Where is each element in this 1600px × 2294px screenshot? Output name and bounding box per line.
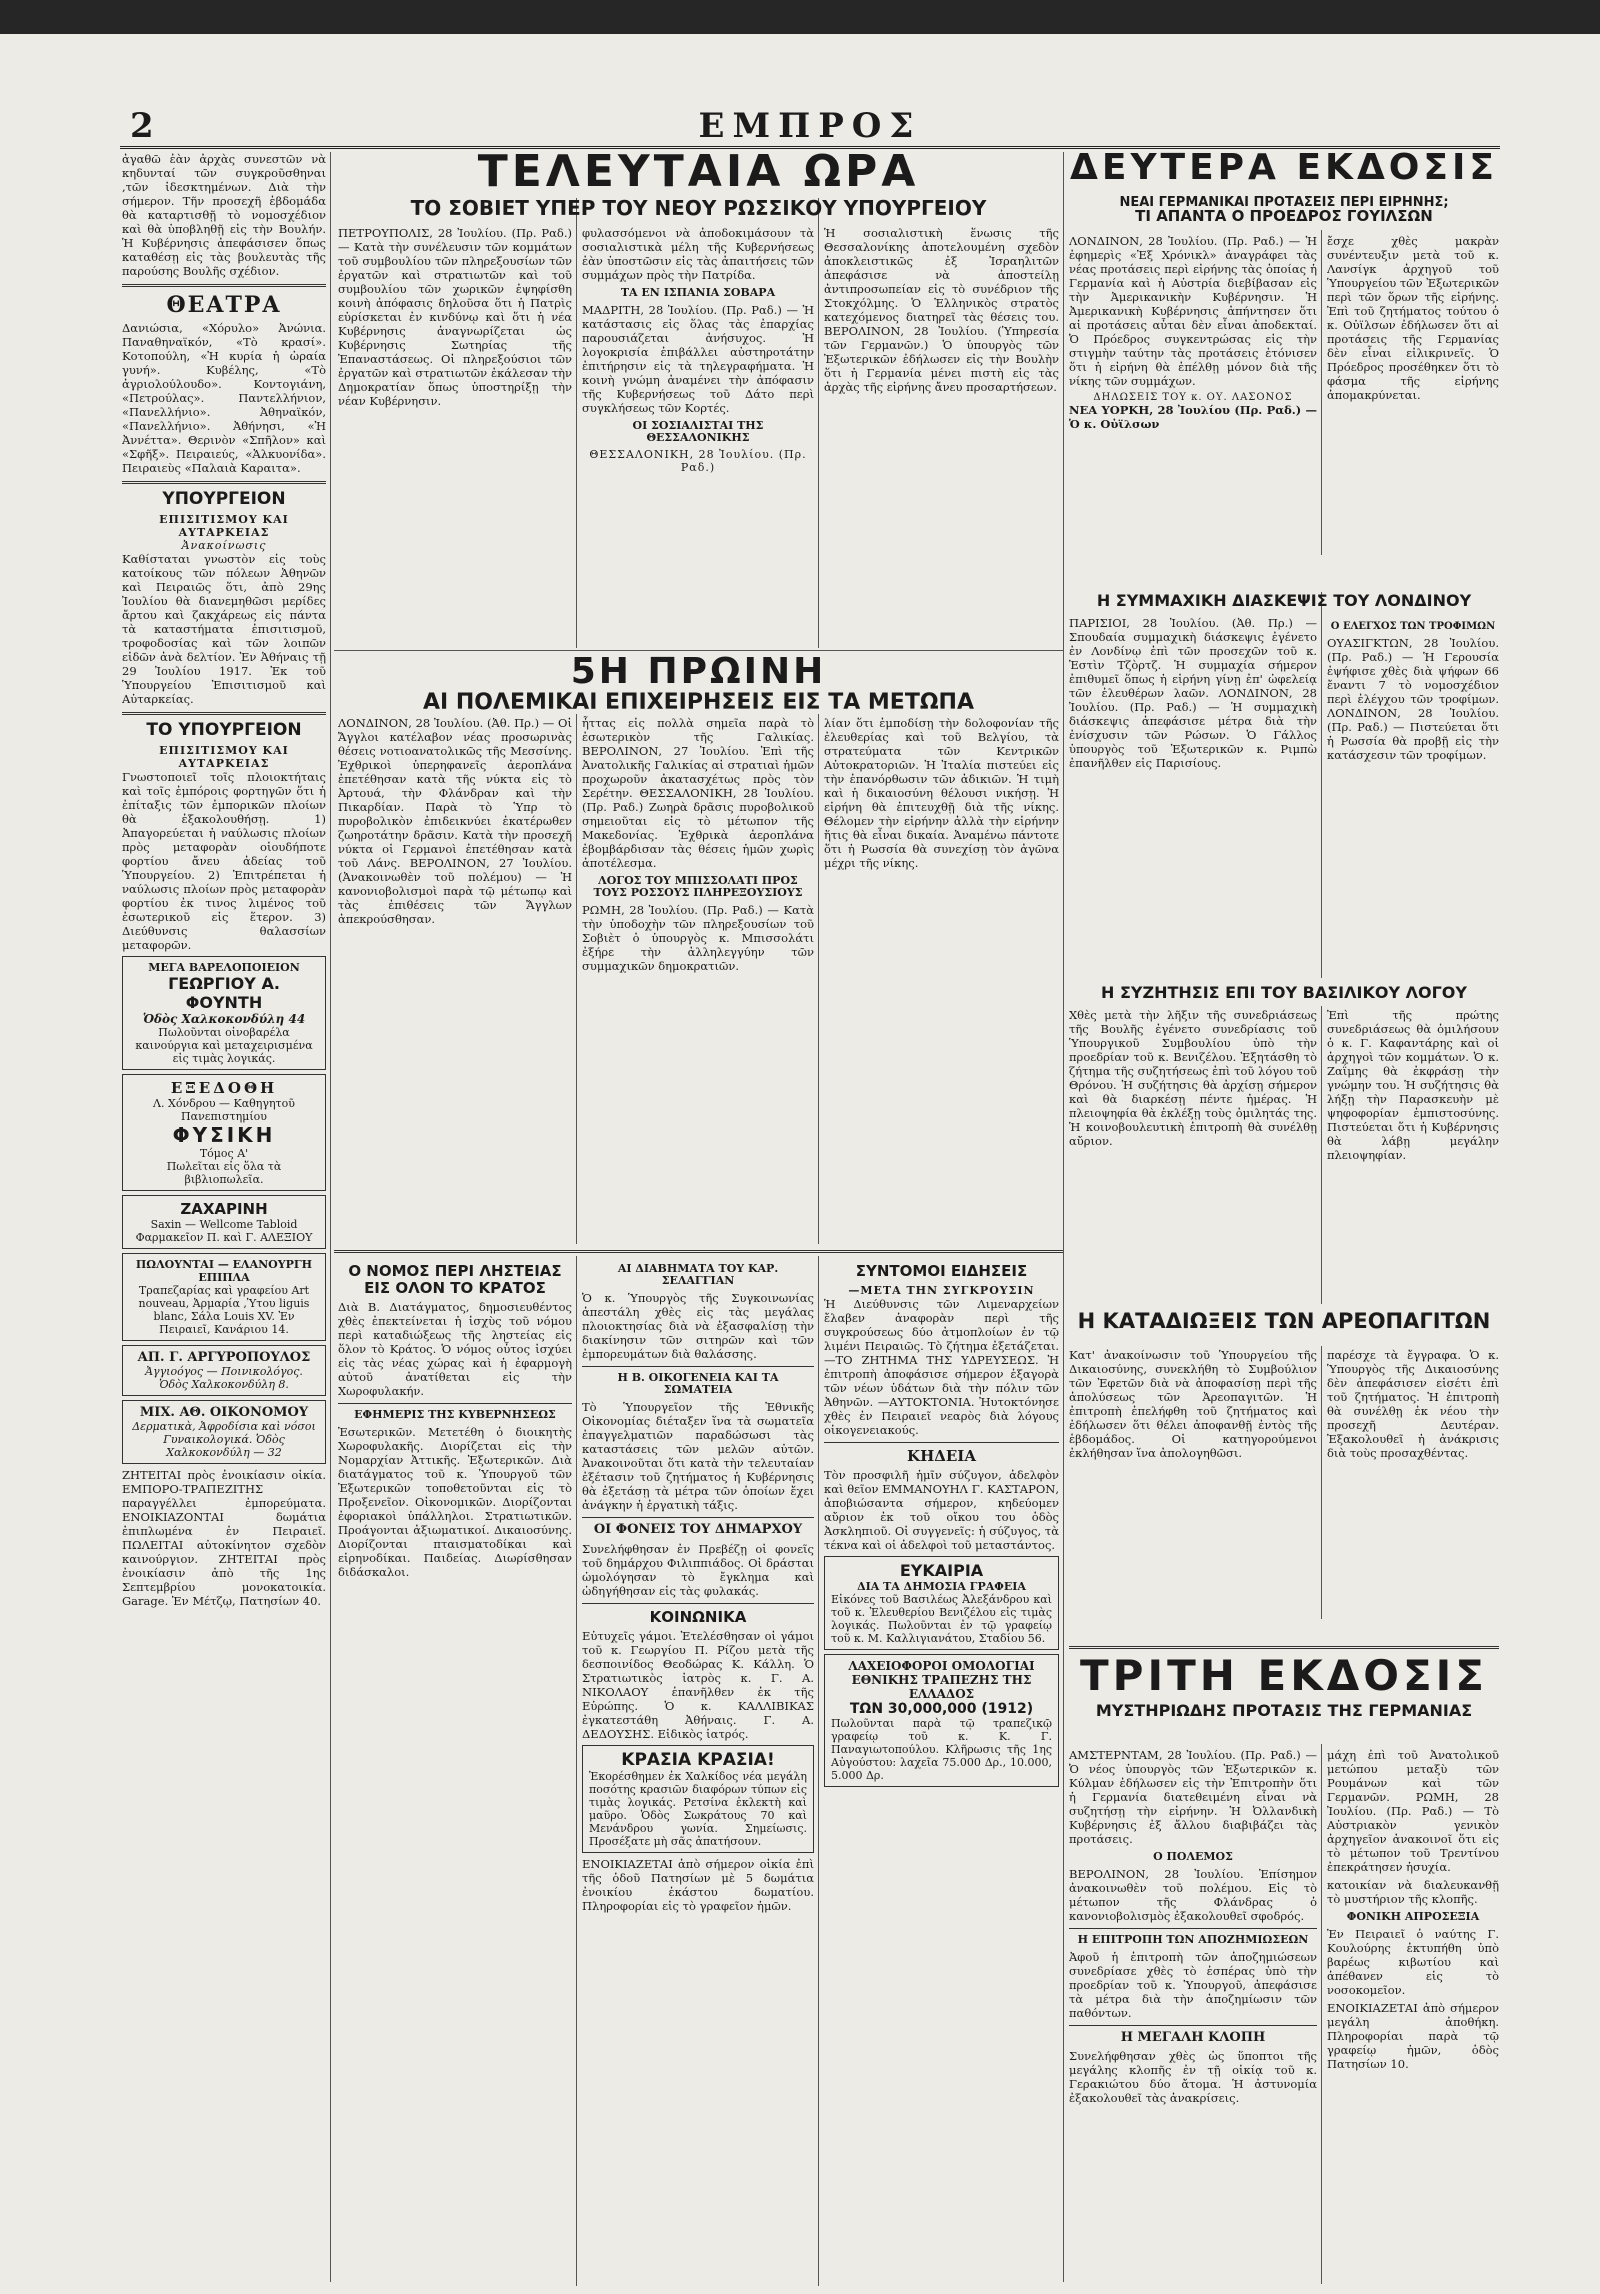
column-rule — [1321, 1744, 1322, 2284]
masthead: ΕΜΠΡΟΣ — [698, 106, 922, 146]
social-heading: ΚΟΙΝΩΝΙΚΑ — [649, 1607, 747, 1626]
fronts-col-1 — [338, 716, 572, 1246]
bissolati-heading: ΛΟΓΟΣ ΤΟΥ ΜΠΙΣΣΟΛΑΤΙ ΠΡΟΣ ΤΟΥΣ ΡΟΣΣΟΥΣ ΠΛΗΡΕΞΟΥΣΙΟΥΣ — [593, 874, 803, 900]
third-edition-title: ΤΡΙΤΗ ΕΚΔΟΣΙΣ — [1080, 1651, 1488, 1700]
areopagites-heading-box — [1069, 1310, 1499, 1344]
doctor-advert — [122, 1400, 326, 1464]
theft-report: Συνελήφθησαν χθὲς ὡς ὕποπτοι τῆς μεγάλης κλοπῆς ἐν τῇ οἰκίᾳ τοῦ κ. Γερακιώτου δύο ἄτομα. Ἡ ἀστυνομία ἐξακολουθεῖ τὰς ἀνακρίσεις. — [1069, 2049, 1317, 2106]
madrid-report: ΜΑΔΡΙΤΗ, 28 Ἰουλίου. (Πρ. Ραδ.) — Ἡ κατάστασις εἰς ὅλας τὰς ἐπαρχίας παρουσιάζεται ἀνήσυχος. Ἡ λογοκρισία ἐπιβάλλει αὐστηροτάτην ἐπιτήρησιν εἰς τὰ τηλεγραφήματα. Ἡ κοινὴ γνώμη ἀναμένει τὴν ἀπόφασιν τῆς Κυβερνήσεως τοῦ Δάτο περὶ συγκλήσεως τῶν Κορτές. — [582, 303, 814, 416]
soviet-subhead-box — [336, 198, 1061, 224]
conference-heading: Η ΣΥΜΜΑΧΙΚΗ ΔΙΑΣΚΕΨΙΣ ΤΟΥ ΛΟΝΔΙΝΟΥ — [1096, 592, 1472, 610]
lottery-bank: ΕΘΝΙΚΗΣ ΤΡΑΠΕΖΗΣ ΤΗΣ ΕΛΛΑΔΟΣ — [851, 1673, 1032, 1701]
areopagites-report: Κατ' ἀνακοίνωσιν τοῦ Ὑπουργείου τῆς Δικαιοσύνης, συνεκλήθη τὸ Συμβούλιον τῶν Ἐφετῶν διὰ νὰ ἀποφασίσῃ περὶ τῆς ἀπολύσεως τῶν Ἀρεοπαγιτῶν. Ἡ ἐπιτροπὴ ἐπελήφθη τοῦ ζητήματος καὶ ἐδήλωσεν ὅτι θέλει ἀποφανθῇ ἐντὸς τῆς ἑβδομάδος. Οἱ κατηγορούμενοι ἐκλήθησαν ἵνα ἀπολογηθῶσι. — [1069, 1348, 1317, 1460]
second-edition-banner — [1069, 150, 1499, 196]
saccharin-advert — [122, 1195, 326, 1249]
eastern-front-report: μάχη ἐπὶ τοῦ Ἀνατολικοῦ μετώπου μεταξὺ τῶν Ρουμάνων καὶ τῶν Γερμανῶν. ΡΩΜΗ, 28 Ἰουλίου. (Πρ. Ραδ.) — Τὸ Αὐστριακὸν γενικὸν ἀρχηγεῖον ἀνακοινοῖ ὅτι εἰς τὸ μέτωπον τοῦ Τρεντίνου ἐπεκράτησεν ἡσυχία. — [1327, 1748, 1499, 1874]
lottery-amount: ΤΩΝ 30,000,000 (1912) — [849, 1701, 1034, 1717]
divider — [582, 1603, 814, 1604]
wine-advert-title: ΚΡΑΣΙΑ ΚΡΑΣΙΑ! — [621, 1750, 775, 1771]
column-rule — [1063, 152, 1064, 2282]
ministry-notice-heading: ΥΠΟΥΡΓΕΙΟΝ — [162, 489, 286, 510]
second-edition-subheads — [1069, 196, 1499, 230]
barrel-advert-name: ΓΕΩΡΓΙΟΥ Α. ΦΟΥΝΤΗ — [168, 973, 280, 1012]
fronts-subhead: ΑΙ ΠΟΛΕΜΙΚΑΙ ΕΠΙΧΕΙΡΗΣΕΙΣ ΕΙΣ ΤΑ ΜΕΤΩΠΑ — [423, 690, 974, 714]
mayor-killers-text: Συνελήφθησαν ἐν Πρεβέζῃ οἱ φονεῖς τοῦ δημάρχου Φιλιππιάδος. Οἱ δράσται ὡμολόγησαν τὸ ἔγκλημα καὶ ὡδηγήθησαν εἰς τὰς φυλακάς. — [582, 1541, 814, 1598]
morning-banner — [336, 654, 1061, 714]
rent-notice: ΕΝΟΙΚΙΑΖΕΤΑΙ ἀπὸ σήμερον οἰκία ἐπὶ τῆς ὁδοῦ Πατησίων μὲ 5 δωμάτια ἐνοικίου ἑκάστου δωματίου. Πληροφορίαι εἰς τὸ γραφεῖον ἡμῶν. — [582, 1857, 814, 1914]
lottery-title: ΛΑΧΕΙΟΦΟΡΟΙ ΟΜΟΛΟΓΙΑΙ — [848, 1659, 1035, 1673]
fronts-col-3 — [824, 716, 1059, 1246]
ministry-notice-2-text: Γνωστοποιεῖ τοῖς πλοιοκτήταις καὶ τοῖς ἐμπόροις φορτηγῶν ὅτι ἡ ἐπίταξις τῶν ἐμπορικῶν πλοίων θὰ ἐξακολουθήσῃ. 1) Ἀπαγορεύεται ἡ ναύλωσις πλοίων πρὸς μεταφορὰν οἱουδήποτε φορτίου ἄνευ ἀδείας τοῦ Ὑπουργείου. 2) Ἐπιτρέπεται ἡ ναύλωσις πλοίων πρὸς μεταφορὰν φορτίου ἐκ τινος λιμένος τοῦ ἐσωτερικοῦ εἰς ἕτερον. 3) Διεύθυνσις θαλασσίων μεταφορῶν. — [122, 769, 326, 952]
lottery-bonds-advert — [824, 1654, 1059, 1787]
book-advert-sub: Πωλεῖται εἰς ὅλα τὰ βιβλιοπωλεῖα. — [166, 1159, 282, 1186]
funeral-heading: ΚΗΔΕΙΑ — [907, 1446, 976, 1465]
lower-col-2 — [582, 1258, 814, 2284]
barrel-advert-text: Πωλοῦνται οἰνοβαρέλα καινούργια καὶ μεταχειρισμένα εἰς τιμὰς λογικάς. — [135, 1025, 313, 1065]
opportunity-advert — [824, 1556, 1059, 1650]
column-rule — [1321, 592, 1322, 978]
petrograd-report: ΠΕΤΡΟΥΠΟΛΙΣ, 28 Ἰουλίου. (Πρ. Ραδ.) — Κατὰ τὴν συνέλευσιν τῶν κομμάτων τοῦ συμβουλίου τῶν πληρεξουσίων τῶν ἐργατῶν καὶ στρατιωτῶν καὶ τοῦ συμβουλίου τῶν χωρικῶν ἐψηφίσθη κοινὴ ἀπόφασις δηλοῦσα ὅτι ἡ Πατρὶς εὑρίσκεται ἐν κινδύνῳ καὶ ὅτι ἡ νέα Κυβέρνησις ἀναγνωρίζεται ὡς Κυβέρνησις Σωτηρίας τῆς Ἐπαναστάσεως. Οἱ πληρεξούσιοι τῶν ἐργατῶν καὶ στρατιωτῶν ἐκάλεσαν τὴν Δημοκρατίαν ὅπως ὑποστηρίξῃ τὴν νέαν Κυβέρνησιν. — [338, 226, 572, 408]
center-top-col-2 — [582, 226, 814, 648]
war-report: ΒΕΡΟΛΙΝΟΝ, 28 Ἰουλίου. Ἐπίσημον ἀνακοινωθὲν τοῦ πολέμου. Εἰς τὸ μέτωπον τῆς Φλάνδρας ὁ κανονιοβολισμὸς ἐξακολουθεῖ σφοδρός. — [1069, 1867, 1317, 1924]
ministry-notice-label: Ἀνακοίνωσις — [181, 538, 267, 552]
page-number: 2 — [130, 106, 154, 146]
theft-heading: Η ΜΕΓΑΛΗ ΚΛΟΠΗ — [1120, 2030, 1266, 2046]
barrel-advert — [122, 956, 326, 1070]
column-rule — [330, 152, 331, 2282]
lower-col-1 — [338, 1258, 572, 2284]
salonica-dateline: ΘΕΣΣΑΛΟΝΙΚΗ, 28 Ἰουλίου. (Πρ. Ραδ.) — [589, 448, 807, 475]
classified-ads: ΖΗΤΕΙΤΑΙ πρὸς ἐνοικίασιν οἰκία. ΕΜΠΟΡΟ-ΤΡΑΠΕΖΙΤΗΣ παραγγέλλει ἐμπορεύματα. ΕΝΟΙΚΙΑΖΟΝΤΑΙ δωμάτια ἐπιπλωμένα ἐν Πειραιεῖ. ΠΩΛΕΙΤΑΙ αὐτοκίνητον σχεδὸν καινούργιον. ΖΗΤΕΙΤΑΙ πρὸς ἐνοικίασιν ἀπὸ τῆς 1ης Σεπτεμβρίου μονοκατοικία. Garage. Ἐν Μέτζῳ, Πατησίων 40. — [122, 1467, 326, 1608]
divider — [824, 1442, 1059, 1443]
war-heading: Ο ΠΟΛΕΜΟΣ — [1153, 1850, 1233, 1863]
salonica-socialists-report: Ἡ σοσιαλιστικὴ ἕνωσις τῆς Θεσσαλονίκης ἀποτελουμένη σχεδὸν ἀποκλειστικῶς ἐξ Ἰσραηλιτῶν ἀπεφάσισε νὰ ἀποστείλῃ ἀντιπροσωπείαν εἰς τὸ συνέδριον τῆς Στοκχόλμης. Ὁ Ἑλληνικὸς στρατὸς κατεχόμενος διατηρεῖ τὰς θέσεις του. ΒΕΡΟΛΙΝΟΝ, 28 Ἰουλίου. (Ὑπηρεσία τῶν Γερμανῶν.) Ὁ ὑπουργὸς τῶν Ἐξωτερικῶν ἐδήλωσεν εἰς τὴν Βουλὴν ὅτι ἡ Γερμανία μένει πιστὴ εἰς τὰς ἀρχὰς τῆς εἰρήνης ἄνευ προσαρτήσεων. — [824, 226, 1059, 394]
steps-heading: ΑΙ ΔΙΑΒΗΜΑΤΑ ΤΟΥ ΚΑΡ. ΣΕΛΑΓΓΙΑΝ — [617, 1262, 779, 1288]
throne-debate-heading: Η ΣΥΖΗΤΗΣΙΣ ΕΠΙ ΤΟΥ ΒΑΣΙΛΙΚΟΥ ΛΟΓΟΥ — [1101, 984, 1467, 1002]
wine-advert-text: Ἐκορέσθημεν ἐκ Χαλκίδος νέα μεγάλη ποσότης κρασιῶν διαφόρων τύπων εἰς τιμὰς λογικάς. Ρετσίνα ἐκλεκτὴ καὶ μαῦρο. Ὁδὸς Σωκράτους 70 καὶ Μενάνδρου γωνία. Σημείωσις. Προσέξατε μὴ σᾶς ἀπατήσουν. — [589, 1770, 807, 1849]
new-york-dateline: ΝΕΑ ΥΟΡΚΗ, 28 Ἰουλίου (Πρ. Ραδ.) — Ὁ κ. Οὐϊλσων — [1069, 403, 1317, 431]
last-hour-banner — [336, 150, 1061, 198]
right-col-2-c — [1327, 1008, 1499, 1304]
social-text: Εὐτυχεῖς γάμοι. Ἐτελέσθησαν οἱ γάμοι τοῦ κ. Γεωργίου Π. Ρίζου μετὰ τῆς δεσποινίδος Θεοδώρας Κ. Κάλλη. Ὁ Στρατιωτικὸς ἰατρὸς κ. Γ. Α. ΝΙΚΟΛΑΟΥ ἐπανῆλθεν ἐκ τῆς Εὐρώπης. Ὁ κ. ΚΑΛΛΙΒΙΚΑΣ ἐγκατεστάθη Ἀθήναις. Γ. Α. ΔΕΔΟΥΣΗΣ. Εἰδικὸς ἰατρός. — [582, 1629, 814, 1742]
theatres-listings: Δανιώσια, «Χόρυλο» Ἀνώνια. Παναθηναϊκόν, «Τὸ κρασί». Κοτοπούλη, «Ἡ κυρία ἡ ὡραία γυνή». Κυβέλης, «Τὸ ἀγριολούλουδο». Κοντογιάνη, «Πετρούλας». Παντελλήνιον, «Πανελλήνιο». Ἀθηναϊκόν, «Πανελλήνιο». Ἀθήνησι, «Ἡ Ἀννέττα». Θερινὸν «Σπῆλον» καὶ «Σφῆξ». Πειραιεύς, «Ἁλκυονίδα». Πειραιεὺς «Παλαιὰ Καραιτα». — [122, 321, 326, 476]
funeral-text: Τὸν προσφιλῆ ἡμῖν σύζυγον, ἀδελφὸν καὶ θεῖον ΕΜΜΑΝΟΥΗΛ Γ. ΚΑΣΤΑΡΟΝ, ἀποβιώσαντα σήμερον, κηδεύομεν αὔριον ἐκ τοῦ οἴκου του ὁδὸς Ἀσκληπιοῦ. Οἱ συγγενεῖς: ἡ σύζυγος, τὰ τέκνα καὶ οἱ ἀδελφοὶ τοῦ μεταστάντος. — [824, 1468, 1059, 1552]
ministry-notice-text: Καθίσταται γνωστὸν εἰς τοὺς κατοίκους τῶν πόλεων Ἀθηνῶν καὶ Πειραιῶς ὅτι, ἀπὸ 29ης Ἰουλίου θὰ διανεμηθῶσι μερίδες ἄρτου καὶ ζακχάρεως εἰς πάντα τὰ καταστήματα ἐπισιτισμοῦ, τροφοδοσίας καὶ τῶν λοιπῶν εἰδῶν ἀνὰ δελτίον. Ἐν Ἀθήναις τῇ 29 Ἰουλίου 1917. Ἐκ τοῦ Ὑπουργείου Ἐπισιτισμοῦ καὶ Αὐταρκείας. — [122, 551, 326, 706]
head-rule — [120, 146, 1500, 149]
divider — [122, 481, 326, 484]
right-col-2-a — [1327, 234, 1499, 590]
food-control-report: ΟΥΑΣΙΓΚΤΩΝ, 28 Ἰουλίου. (Πρ. Ραδ.) — Ἡ Γερουσία ἐψήφισε χθὲς διὰ ψήφων 66 ἔναντι 7 τὸ νομοσχέδιον περὶ ἐλέγχου τῶν τροφίμων. ΛΟΝΔΙΝΟΝ, 28 Ἰουλίου. (Πρ. Ραδ.) — Πιστεύεται ὅτι ἡ Ρωσσία θὰ προβῇ εἰς τὴν κατάσχεσιν τῶν τροφίμων. — [1327, 636, 1499, 762]
right-col-1-c — [1069, 1008, 1317, 1304]
right-col-2-e — [1327, 1748, 1499, 2284]
left-column — [122, 152, 326, 2282]
furniture-advert — [122, 1253, 326, 1341]
furniture-text: Τραπεζαρίας καὶ γραφείου Art nouveau, Ἀρμαρία ,Ὑτου liguis blanc, Σάλα Louis XV. Ἐν Πειραιεῖ, Κανάριου 14. — [138, 1283, 310, 1336]
areopagites-cont: παρέσχε τὰ ἔγγραφα. Ὁ κ. Ὑπουργὸς τῆς Δικαιοσύνης δὲν ἀπεφάσισεν εἰσέτι ἐπὶ τοῦ ζητήματος. Ἡ ἐπιτροπὴ θὰ συνέλθῃ ἐκ νέου τὴν προσεχῆ Δευτέραν. Ἐξακολουθεῖ ἡ ἀνάκρισις διὰ τοὺς προσαχθέντας. — [1327, 1348, 1499, 1460]
german-proposals-subhead: ΝΕΑΙ ΓΕΡΜΑΝΙΚΑΙ ΠΡΟΤΑΣΕΙΣ ΠΕΡΙ ΕΙΡΗΝΗΣ; — [1119, 196, 1449, 210]
column-rule — [1321, 1006, 1322, 1304]
column-rule — [818, 1256, 819, 2286]
lower-col-3 — [824, 1258, 1059, 2284]
intro-text: ἀγαθῶ ἐὰν ἀρχὰς συνεστῶν νὰ κηδυνταί τῶν συγκροῦσθηναι ,τῶν ἰδεσκτημένων. Διὰ τὴν σήμερον. Τῆν προσεχῆ ἑβδομάδα θὰ καταρτισθῇ τὸ νομοσχέδιον καὶ θὰ ὑποβληθῇ εἰς τὴν Βουλήν. Ἡ Κυβέρνησις ἀπεφάσισεν ὅπως καταθέσῃ εἰς τὰς βουλευτὰς τῆς παρούσης Βουλῆς σχέδιον. — [122, 152, 326, 278]
center-top-col-1 — [338, 226, 572, 648]
second-edition-title: ΔΕΥΤΕΡΑ ΕΚΔΟΣΙΣ — [1070, 150, 1498, 188]
throne-debate-heading-box — [1069, 984, 1499, 1004]
column-rule — [576, 198, 577, 648]
fatal-accident-heading: ΦΟΝΙΚΗ ΑΠΡΟΣΕΞΙΑ — [1346, 1910, 1480, 1923]
warehouse-rent-notice: ΕΝΟΙΚΙΑΖΕΤΑΙ ἀπὸ σήμερον μεγάλη ἀποθήκη. Πληροφορίαι παρὰ τῷ γραφείῳ ἡμῶν, ὁδὸς Πατησίων 10. — [1327, 2001, 1499, 2072]
divider — [122, 284, 326, 287]
saccharin-text: Saxin — Wellcome Tabloid Φαρμακεῖον Π. καὶ Γ. ΑΛΕΞΙΟΥ — [135, 1217, 313, 1244]
right-col-1-d — [1069, 1348, 1317, 1618]
bissolati-speech: λίαν ὅτι ἐμποδίσῃ τὴν δολοφονίαν τῆς ἐλευθερίας καὶ τοῦ Βελγίου, τὰ στρατεύματα τῶν Κεντρικῶν Αὐτοκρατοριῶν. Ἡ Ἰταλία πιστεύει εἰς τὴν ἐπανόρθωσιν τῶν ἀδικιῶν. Ἡ τιμὴ καὶ ἡ δικαιοσύνη θέλουσι νικήσῃ. Ἡ εἰρήνη θὰ ἐπιτευχθῇ διὰ τῆς νίκης. Θέλομεν τὴν εἰρήνην ἀλλὰ τὴν εἰρήνην ἥτις θὰ εἶναι δικαία. Ἀναμένω πάντοτε ὅτι ἡ Ρωσσία θὰ συνεχίσῃ τὸν ἀγῶνα μέχρι τῆς νίκης. — [824, 716, 1059, 870]
opportunity-subtitle: ΔΙΑ ΤΑ ΔΗΜΟΣΙΑ ΓΡΑΦΕΙΑ — [857, 1580, 1026, 1593]
salonica-socialists-heading: ΟΙ ΣΟΣΙΑΛΙΣΤΑΙ ΤΗΣ ΘΕΣΣΑΛΟΝΙΚΗΣ — [632, 419, 764, 445]
barrel-advert-title: ΜΕΓΑ ΒΑΡΕΛΟΠΟΙΕΙΟΝ — [148, 960, 300, 974]
conference-report: ΠΑΡΙΣΙΟΙ, 28 Ἰουλίου. (Ἀθ. Πρ.) — Σπουδαία συμμαχικὴ διάσκεψις ἐγένετο ἐν Λονδίνῳ ἐπὶ τῶν προσεχῶν τοῦ κ. Ἐστὶν Τζὸρτζ. Ἡ συμμαχία σήμερον ἐπιθυμεῖ ὅπως ἡ εἰρήνη γίνῃ ἐπ' ὠφελείᾳ τῶν ἐλευθέρων λαῶν. ΛΟΝΔΙΝΟΝ, 28 Ἰουλίου. (Πρ. Ραδ.) — Ἡ συμμαχικὴ διάσκεψις ἀπεφάσισε μέτρα διὰ τὴν ἐνίσχυσιν τῶν Ρώσων. Ὁ Γάλλος ὑπουργὸς τοῦ Ἐξωτερικῶν κ. Ριμπὼ ἐπανῆλθεν εἰς Παρισίους. — [1069, 616, 1317, 770]
divider — [582, 1517, 814, 1518]
column-rule — [818, 714, 819, 1244]
ministry-notice-2-subheading: ΕΠΙΣΙΤΙΣΜΟΥ ΚΑΙ ΑΥΤΑΡΚΕΙΑΣ — [159, 743, 289, 770]
bissolati-report: ΡΩΜΗ, 28 Ἰουλίου. (Πρ. Ραδ.) — Κατὰ τὴν ὑποδοχὴν τῶν πληρεξουσίων τοῦ Σοβιὲτ ὁ ὑπουργὸς κ. Μπισσολάτι ἐξήρε τὴν ἀλληλεγγύην τῶν συμμαχικῶν δημοκρατιῶν. — [582, 903, 814, 974]
brief-news-heading: ΣΥΝΤΟΜΟΙ ΕΙΔΗΣΕΙΣ — [855, 1262, 1028, 1280]
doctor-text: Δερματικὰ, Ἀφροδίσια καὶ νόσοι Γυναικολογικά. Ὁδὸς Χαλκοκονδύλη — 32 — [132, 1419, 316, 1459]
divider — [582, 1366, 814, 1367]
lawyer-name: ΑΠ. Γ. ΑΡΓΥΡΟΠΟΥΛΟΣ — [137, 1349, 311, 1365]
wine-advert — [582, 1745, 814, 1853]
steps-text: Ὁ κ. Ὑπουργὸς τῆς Συγκοινωνίας ἀπεστάλη χθὲς εἰς τὰς μεγάλας πλοιοκτησίας διὰ νὰ ἐξασφαλίσῃ τὴν διακίνησιν τῶν σιτηρῶν καὶ τῶν ἐμπορευμάτων διὰ θαλάσσης. — [582, 1291, 814, 1362]
right-col-1-b — [1069, 616, 1317, 980]
right-col-1-a — [1069, 234, 1317, 590]
unions-heading: Η Β. ΟΙΚΟΓΕΝΕΙΑ ΚΑΙ ΤΑ ΣΩΜΑΤΕΙΑ — [617, 1371, 779, 1397]
divider — [338, 1403, 572, 1404]
column-rule — [576, 714, 577, 1244]
book-advert-name: ΦΥΣΙΚΗ — [172, 1122, 276, 1147]
throne-debate-cont: Ἐπὶ τῆς πρώτης συνεδριάσεως θὰ ὁμιλήσουν ὁ κ. Γ. Καφαντάρης καὶ οἱ ἀρχηγοὶ τῶν κομμάτων. Ὁ κ. Ζαΐμης θὰ ἐκφράσῃ τὴν γνώμην του. Ἡ συζήτησις θὰ λήξῃ τὴν Παρασκευὴν μὲ ψηφοφορίαν ἐμπιστοσύνης. Πιστεύεται ὅτι ἡ Κυβέρνησις θὰ λάβῃ μεγάλην πλειοψηφίαν. — [1327, 1008, 1499, 1162]
mayor-killers-heading: ΟΙ ΦΟΝΕΙΣ ΤΟΥ ΔΗΜΑΡΧΟΥ — [593, 1522, 803, 1538]
conference-heading-box — [1069, 592, 1499, 612]
throne-debate-report: Χθὲς μετὰ τὴν λῆξιν τῆς συνεδριάσεως τῆς Βουλῆς ἐγένετο συνεδρίασις τοῦ Ὑπουργικοῦ Συμβουλίου ὑπὸ τὴν προεδρίαν τοῦ κ. Βενιζέλου. Ἐξητάσθη τὸ ζήτημα τῆς συζητήσεως ἐπὶ τοῦ λόγου τοῦ Θρόνου. Ἡ συζήτησις θὰ ἀρχίσῃ σήμερον καὶ θὰ διαρκέσῃ πέντε ἡμέρας. Ἡ πλειοψηφία θὰ ἐκλέξῃ τοὺς ὁμιλητάς της. Ἡ κοινοβουλευτικὴ ἐπιτροπὴ θὰ συνέλθῃ αὔριον. — [1069, 1008, 1317, 1148]
book-advert-author: Λ. Χόνδρου — Καθηγητοῦ Πανεπιστημίου — [153, 1096, 295, 1123]
column-rule — [818, 198, 819, 648]
book-advert-volume: Τόμος Α' — [199, 1146, 249, 1160]
last-hour-headline: ΤΕΛΕΥΤΑΙΑ ΩΡΑ — [477, 150, 920, 197]
wilson-report: ἔσχε χθὲς μακρὰν συνέντευξιν μετὰ τοῦ κ. Λανσίγκ ἀρχηγοῦ τοῦ Ὑπουργείου τῶν Ἐξωτερικῶν περὶ τῶν ὅρων τῆς εἰρήνης. Ἐπὶ τοῦ ζητήματος τούτου ὁ κ. Οὐϊλσων ἐδήλωσεν ὅτι αἱ προτάσεις τῆς Γερμανίας δὲν εἶναι εἰλικρινεῖς. Ὁ Πρόεδρος προσέθηκεν ὅτι τὸ φάσμα τῆς εἰρήνης ἀπομακρύνεται. — [1327, 234, 1499, 402]
column-rule — [576, 1256, 577, 2286]
compensations-report: Ἀφοῦ ἡ ἐπιτροπὴ τῶν ἀποζημιώσεων συνεδρίασε χθὲς τὸ ἑσπέρας ὑπὸ τὴν προεδρίαν τοῦ κ. Ὑπουργοῦ, ἀπεφάσισε τὰ μέτρα διὰ τὴν ἀποζημίωσιν τῶν παθόντων. — [1069, 1950, 1317, 2021]
section-rule — [334, 1250, 1063, 1253]
food-control-heading: Ο ΕΛΕΓΧΟΣ ΤΩΝ ΤΡΟΦΙΜΩΝ — [1330, 621, 1496, 632]
collision-subheading: —ΜΕΤΑ ΤΗΝ ΣΥΓΚΡΟΥΣΙΝ — [848, 1283, 1035, 1297]
right-col-2-d — [1327, 1348, 1499, 1618]
divider — [122, 712, 326, 715]
center-top-col-3 — [824, 226, 1059, 648]
lawyer-advert — [122, 1345, 326, 1396]
opportunity-text: Εἰκόνες τοῦ Βασιλέως Ἀλεξάνδρου καὶ τοῦ κ. Ἐλευθερίου Βενιζέλου εἰς τιμὰς λογικάς. Πωλοῦνται ἐν τῷ γραφείῳ τοῦ κ. Μ. Καλλιγιανάτου, Σταδίου 56. — [831, 1593, 1052, 1645]
saccharin-title: ΖΑΧΑΡΙΝΗ — [180, 1199, 268, 1218]
gazette-heading: ΕΦΗΜΕΡΙΣ ΤΗΣ ΚΥΒΕΡΝΗΣΕΩΣ — [354, 1408, 556, 1421]
furniture-title: ΠΩΛΟΥΝΤΑΙ — ΕΛΑΝΟΥΡΓΗ ΕΠΙΠΛΑ — [135, 1257, 313, 1284]
unions-text: Τὸ Ὑπουργεῖον τῆς Ἐθνικῆς Οἰκονομίας διέταξεν ἵνα τὰ σωματεῖα ἐπαγγελματιῶν παραδώσωσι τὰς καταστάσεις τῶν μελῶν αὐτῶν. Ἀνακοινοῦται ὅτι κατὰ τὴν τελευταίαν ἐξέτασιν τοῦ ζητήματος ἡ Κυβέρνησις θὰ ἐξετάσῃ τὰ μέτρα τῶν ὁποίων ἔχει ἀνάγκην ἡ ἐργατικὴ τάξις. — [582, 1400, 814, 1513]
fatal-accident-report: Ἐν Πειραιεῖ ὁ ναύτης Γ. Κουλούρης ἐκτυπήθη ὑπὸ βαρέως κιβωτίου καὶ ἀπέθανεν εἰς τὸ νοσοκομεῖον. — [1327, 1927, 1499, 1998]
brief-news-text: Ἡ Διεύθυνσις τῶν Λιμεναρχείων ἔλαβεν ἀναφορὰν περὶ τῆς συγκρούσεως δύο ἀτμοπλοίων ἐν τῷ λιμένι Πειραιῶς. Τὸ ζήτημα ἐξετάζεται. —ΤΟ ΖΗΤΗΜΑ ΤΗΣ ΥΔΡΕΥΣΕΩΣ. Ἡ ἐπιτροπὴ ἀποφάσισε σήμερον ἐξαγορὰ τῶν νέων ὑδάτων διὰ τὴν πόλιν τῶν Ἀθηνῶν. —ΑΥΤΟΚΤΟΝΙΑ. Ἠυτοκτόνησε χθὲς ἐν Πειραιεῖ νεαρὸς διὰ λόγους οἰκογενειακούς. — [824, 1296, 1059, 1437]
physics-book-advert — [122, 1074, 326, 1191]
soviet-report-cont: φυλασσόμενοι νὰ ἀποδοκιμάσουν τὰ σοσιαλιστικὰ μέλη τῆς Κυβερνήσεως ἐὰν ὑποστῶσιν εἰς τὰς ἀπαιτήσεις τῶν συμμάχων πρὸς τὴν Πατρίδα. — [582, 226, 814, 282]
berlin-war-report: ἧττας εἰς πολλὰ σημεῖα παρὰ τὸ ἐσωτερικὸν τῆς Γαλικίας. ΒΕΡΟΛΙΝΟΝ, 27 Ἰουλίου. Ἐπὶ τῆς Ἀνατολικῆς Γαλικίας αἱ στρατιαὶ ἡμῶν προχωροῦν ἀκατασχέτως πρὸς τὸν Σερέτην. ΘΕΣΣΑΛΟΝΙΚΗ, 28 Ἰουλίου. (Πρ. Ραδ.) Ζωηρὰ δρᾶσις πυροβολικοῦ σημειοῦται εἰς τὸ μέτωπον τῆς Μακεδονίας. Ἐχθρικὰ ἀεροπλάνα ἐβομβάρδισαν τὰς θέσεις ἡμῶν χωρὶς ἀποτέλεσμα. — [582, 716, 814, 870]
london-war-report: ΛΟΝΔΙΝΟΝ, 28 Ἰουλίου. (Ἀθ. Πρ.) — Οἱ Ἄγγλοι κατέλαβον νέας προσωρινὰς θέσεις νοτιοανατολικῶς τῆς Μεσσίνης. Ἐχθρικοὶ ὑπερηφανεῖς ἀεροπλάνα ἐπετέθησαν κατὰ τῆς νύκτα εἰς τὸ Ἀρτουά, τὴν Φλάνδραν καὶ τὴν Πικαρδίαν. Παρὰ τὸ Ὑπρ τὸ πυροβολικὸν ἐπιδεικνύει ἐκατέρωθεν ζωηροτάτην δρᾶσιν. Κατὰ τὴν προσεχῆ νύκτα οἱ Γερμανοὶ ἐπετέθησαν κατὰ τοῦ Λάνς. ΒΕΡΟΛΙΝΟΝ, 27 Ἰουλίου. (Ἀνακοινωθὲν τοῦ πολέμου) — Ἡ κανονιοβολισμοὶ παρὰ τῷ μέτωπῳ καὶ τὰς ἐπιθέσεις τῶν Ἄγγλων ἀπεκρούσθησαν. — [338, 716, 572, 926]
ministry-notice-subheading: ΕΠΙΣΙΤΙΣΜΟΥ ΚΑΙ ΑΥΤΑΡΚΕΙΑΣ — [159, 512, 289, 539]
amsterdam-report: ΑΜΣΤΕΡΝΤΑΜ, 28 Ἰουλίου. (Πρ. Ραδ.) — Ὁ νέος ὑπουργὸς τῶν Ἐξωτερικῶν κ. Κύλμαν ἐδήλωσεν εἰς τὴν Ἐπιτροπὴν ὅτι ἡ Γερμανία διατεθειμένη εἶναι νὰ συζητήσῃ τὴν εἰρήνην. Ἡ Ὀλλανδικὴ Κυβέρνησις ἐξ ἄλλου διαβιβάζει τὰς προτάσεις. — [1069, 1748, 1317, 1846]
running-head — [120, 106, 1500, 146]
divider — [1069, 1646, 1499, 1649]
fronts-col-2 — [582, 716, 814, 1246]
scan-top-band — [0, 0, 1600, 36]
divider — [1069, 2025, 1317, 2026]
gazette-text: Ἐσωτερικῶν. Μετετέθη ὁ διοικητὴς Χωροφυλακῆς. Διορίζεται εἰς τὴν Νομαρχίαν Ἀττικῆς. Ἐξωτερικῶν. Διὰ διατάγματος τοῦ κ. Ὑπουργοῦ τῶν Ἐξωτερικῶν τοποθετοῦνται εἰς τὸ Προξενεῖον. Οἰκονομικῶν. Διορίζονται ἐφοριακοὶ ὑπάλληλοι. Στρατιωτικῶν. Προάγονται ἀξιωματικοί. Δικαιοσύνης. Διορίζονται πταισματοδίκαι καὶ εἰρηνοδίκαι. Παιδείας. Διωρίσθησαν διδάσκαλοι. — [338, 1425, 572, 1580]
book-advert-title: ΕΞΕΔΟΘΗ — [170, 1078, 278, 1097]
lawyer-text: Ἀγγιοόγος — Ποινικολόγος. Ὁδὸς Χαλκοκονδύλη 8. — [145, 1364, 303, 1391]
soviet-subhead: ΤΟ ΣΟΒΙΕΤ ΥΠΕΡ ΤΟΥ ΝΕΟΥ ΡΩΣΣΙΚΟΥ ΥΠΟΥΡΓΕΙΟΥ — [410, 198, 987, 220]
lottery-text: Πωλοῦνται παρὰ τῷ τραπεζικῷ γραφείῳ τοῦ κ. Κ. Γ. Παναγιωτοπούλου. Κλῆρωσις τῆς 1ης Αὐγούστου: λαχεῖα 75.000 Δρ., 10.000, 5.000 Δρ. — [831, 1717, 1052, 1782]
spain-heading: ΤΑ ΕΝ ΙΣΠΑΝΙΑ ΣΟΒΑΡΑ — [620, 286, 776, 299]
brigandage-law-heading: Ο ΝΟΜΟΣ ΠΕΡΙ ΛΗΣΤΕΙΑΣ ΕΙΣ ΟΛΟΝ ΤΟ ΚΡΑΤΟΣ — [348, 1262, 562, 1297]
doctor-name: ΜΙΧ. ΑΘ. ΟΙΚΟΝΟΜΟΥ — [139, 1404, 309, 1420]
areopagites-heading: Η ΚΑΤΑΔΙΩΞΕΙΣ ΤΩΝ ΑΡΕΟΠΑΓΙΤΩΝ — [1077, 1310, 1491, 1333]
brigandage-law-text: Διὰ Β. Διατάγματος, δημοσιευθέντος χθὲς ἐπεκτείνεται ἡ ἰσχὺς τοῦ νόμου περὶ καταδιώξεως τῆς ληστείας εἰς ὅλον τὸ Κράτος. Ὁ νόμος οὗτος ἰσχύει εἰς τὰς νέας χώρας καὶ ἡ ἐφαρμογὴ αὐτοῦ ἀνατίθεται εἰς τὴν Χωροφυλακήν. — [338, 1300, 572, 1398]
wilson-subhead: ΤΙ ΑΠΑΝΤΑ Ο ΠΡΟΕΔΡΟΣ ΓΟΥΙΛΣΩΝ — [1135, 207, 1433, 225]
opportunity-title: ΕΥΚΑΙΡΙΑ — [899, 1561, 984, 1580]
section-rule — [334, 650, 1063, 651]
mysterious-proposal-subhead: ΜΥΣΤΗΡΙΩΔΗΣ ΠΡΟΤΑΣΙΣ ΤΗΣ ΓΕΡΜΑΝΙΑΣ — [1095, 1701, 1473, 1720]
column-rule — [1321, 230, 1322, 555]
barrel-advert-address: Ὁδὸς Χαλκοκονδύλη 44 — [142, 1011, 306, 1026]
right-col-2-b — [1327, 616, 1499, 980]
compensations-heading: Η ΕΠΙΤΡΟΠΗ ΤΩΝ ΑΠΟΖΗΜΙΩΣΕΩΝ — [1077, 1933, 1309, 1947]
column-rule — [1321, 1346, 1322, 1619]
right-col-1-e — [1069, 1748, 1317, 2284]
theft-cont: κατοικίαν νὰ διαλευκανθῇ τὸ μυστήριον τῆς κλοπῆς. — [1327, 1878, 1499, 1906]
ministry-notice-2-heading: ΤΟ ΥΠΟΥΡΓΕΙΟΝ — [146, 719, 302, 740]
third-edition-banner — [1069, 1640, 1499, 1744]
theatres-heading: ΘΕΑΤΡΑ — [166, 292, 282, 318]
lansing-statement-label: ΔΗΛΩΣΕΙΣ ΤΟΥ κ. ΟΥ. ΛΑΣΟΝΟΣ — [1093, 392, 1293, 403]
morning-headline: 5Η ΠΡΩΙΝΗ — [570, 654, 827, 692]
london-chronicle-report: ΛΟΝΔΙΝΟΝ, 28 Ἰουλίου. (Πρ. Ραδ.) — Ἡ ἐφημερὶς «Ἐξ Χρόνικλ» ἀναγράφει τὰς νέας προτάσεις περὶ εἰρήνης τὰς ὁποίας ἡ Γερμανία καὶ ἡ Αὐστρία διεβίβασαν εἰς τὴν Ἀμερικανικὴν Κυβέρνησιν. Ἡ Ἀμερικανικὴ Κυβέρνησις ἀπήντησεν ὅτι αἱ προτάσεις αὗται δὲν εἶναι ἀποδεκταί. Ὁ Πρόεδρος συγκεντρώσας εἰς τὴν στιγμὴν ταύτην τὰς προτάσεις ἐτόνισεν ὅτι ἡ εἰρήνη θὰ ἐπέλθῃ μόνον διὰ τῆς νίκης τῶν συμμάχων. — [1069, 234, 1317, 388]
divider — [1069, 1928, 1317, 1929]
